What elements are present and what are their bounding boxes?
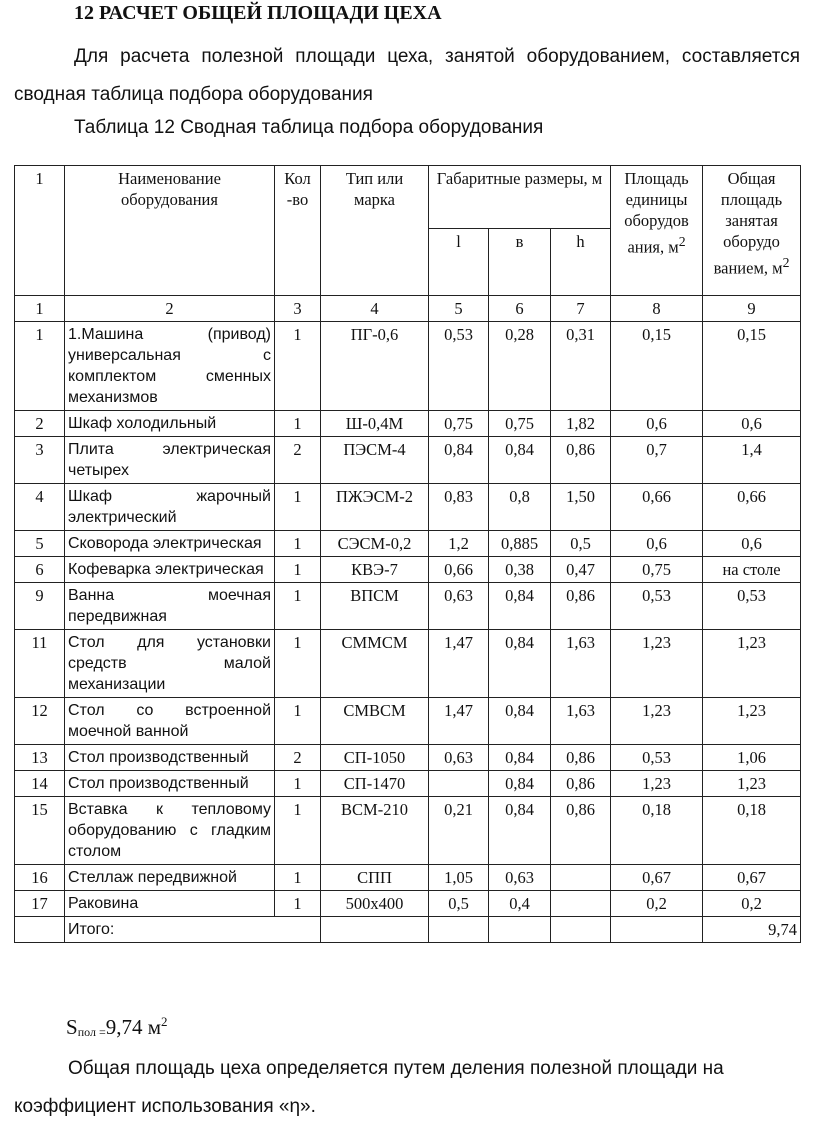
total-area: на столе — [703, 557, 801, 583]
total-area: 0,53 — [703, 583, 801, 630]
header-row — [15, 166, 801, 229]
row-number: 6 — [15, 557, 65, 583]
unit-area: 0,75 — [611, 557, 703, 583]
dim-h: 0,86 — [551, 437, 611, 484]
table-row — [15, 797, 801, 865]
total-empty — [321, 917, 429, 943]
equipment-type: ВПСМ — [321, 583, 429, 630]
dim-h: 1,63 — [551, 698, 611, 745]
total-area: 0,66 — [703, 484, 801, 531]
unit-area: 0,18 — [611, 797, 703, 865]
quantity: 1 — [275, 630, 321, 698]
colnum: 3 — [275, 296, 321, 322]
dim-l: 0,63 — [429, 583, 489, 630]
dim-l: 0,66 — [429, 557, 489, 583]
row-number: 1 — [15, 322, 65, 411]
quantity: 1 — [275, 322, 321, 411]
dim-h — [551, 891, 611, 917]
total-area: 1,23 — [703, 698, 801, 745]
row-number: 14 — [15, 771, 65, 797]
table-row — [15, 322, 801, 411]
total-empty — [489, 917, 551, 943]
row-number: 13 — [15, 745, 65, 771]
equipment-name: Раковина — [65, 891, 275, 917]
equipment-name: Стол со встроенной моечной ванной — [65, 698, 275, 745]
equipment-name: Кофеварка электрическая — [65, 557, 275, 583]
header-total-area: Общая площадь занятая оборудо ванием, $м^2$ — [703, 166, 801, 296]
unit-area: 0,7 — [611, 437, 703, 484]
total-area: 0,15 — [703, 322, 801, 411]
dim-b: 0,38 — [489, 557, 551, 583]
colnum: 5 — [429, 296, 489, 322]
equipment-name: Шкаф жарочный электрический — [65, 484, 275, 531]
colnum: 6 — [489, 296, 551, 322]
dim-b: 0,8 — [489, 484, 551, 531]
dim-l: 0,21 — [429, 797, 489, 865]
row-number: 9 — [15, 583, 65, 630]
row-number: 16 — [15, 865, 65, 891]
equipment-type: СМВСМ — [321, 698, 429, 745]
dim-b: 0,84 — [489, 583, 551, 630]
dim-l: 1,47 — [429, 630, 489, 698]
unit-area: 0,53 — [611, 583, 703, 630]
equipment-type: СПП — [321, 865, 429, 891]
row-number: 11 — [15, 630, 65, 698]
equipment-name: Ванна моечная передвижная — [65, 583, 275, 630]
dim-h: 1,63 — [551, 630, 611, 698]
quantity: 1 — [275, 797, 321, 865]
quantity: 1 — [275, 583, 321, 630]
dim-h: 1,50 — [551, 484, 611, 531]
table-row — [15, 557, 801, 583]
equipment-type: ПГ-0,6 — [321, 322, 429, 411]
total-area: 0,6 — [703, 531, 801, 557]
unit-area: 1,23 — [611, 771, 703, 797]
quantity: 1 — [275, 484, 321, 531]
equipment-type: Ш-0,4М — [321, 411, 429, 437]
equipment-name: Стол производственный — [65, 745, 275, 771]
quantity: 1 — [275, 557, 321, 583]
unit-area: 0,15 — [611, 322, 703, 411]
unit-area: 0,66 — [611, 484, 703, 531]
total-area: 1,23 — [703, 771, 801, 797]
quantity: 1 — [275, 698, 321, 745]
colnum: 4 — [321, 296, 429, 322]
equipment-name: Плита электрическая четырех — [65, 437, 275, 484]
table-row — [15, 630, 801, 698]
total-area: 1,06 — [703, 745, 801, 771]
quantity: 1 — [275, 531, 321, 557]
equipment-table — [14, 165, 801, 943]
dim-b: 0,28 — [489, 322, 551, 411]
equipment-type: СП-1050 — [321, 745, 429, 771]
header-dims: Габаритные размеры, м — [429, 166, 611, 229]
equipment-type: ПЭСМ-4 — [321, 437, 429, 484]
dim-l: 0,53 — [429, 322, 489, 411]
total-row — [15, 917, 801, 943]
table-row — [15, 865, 801, 891]
column-number-row — [15, 296, 801, 322]
table-caption: Таблица 12 Сводная таблица подбора оборудования — [74, 117, 544, 138]
row-number: 3 — [15, 437, 65, 484]
unit-area: 0,53 — [611, 745, 703, 771]
table-row — [15, 698, 801, 745]
equipment-type: СП-1470 — [321, 771, 429, 797]
row-number: 17 — [15, 891, 65, 917]
dim-l: 0,84 — [429, 437, 489, 484]
unit-area: 0,6 — [611, 531, 703, 557]
total-empty — [15, 917, 65, 943]
table-row — [15, 771, 801, 797]
header-unit-area: Площадь единицы оборудов ания, $м^2$ — [611, 166, 703, 296]
closing-paragraph: Общая площадь цеха определяется путем деления полезной площади на коэффициент использования «η». — [14, 1058, 724, 1117]
table-row — [15, 531, 801, 557]
dim-l: 1,47 — [429, 698, 489, 745]
dim-h: 0,86 — [551, 771, 611, 797]
unit-area: 1,23 — [611, 698, 703, 745]
dim-b: 0,84 — [489, 630, 551, 698]
total-area: 0,2 — [703, 891, 801, 917]
dim-l: 0,75 — [429, 411, 489, 437]
dim-h: 0,31 — [551, 322, 611, 411]
total-label: Итого: — [65, 917, 321, 943]
quantity: 1 — [275, 891, 321, 917]
colnum: 7 — [551, 296, 611, 322]
quantity: 2 — [275, 745, 321, 771]
table-row — [15, 437, 801, 484]
row-number: 12 — [15, 698, 65, 745]
section-heading: 12 РАСЧЕТ ОБЩЕЙ ПЛОЩАДИ ЦЕХА — [74, 2, 442, 24]
dim-h — [551, 865, 611, 891]
dim-b: 0,84 — [489, 698, 551, 745]
dim-b: 0,84 — [489, 437, 551, 484]
table-row — [15, 411, 801, 437]
colnum: 1 — [15, 296, 65, 322]
equipment-type: СЭСМ-0,2 — [321, 531, 429, 557]
colnum: 8 — [611, 296, 703, 322]
dim-h: 0,86 — [551, 745, 611, 771]
dim-l: 0,63 — [429, 745, 489, 771]
quantity: 1 — [275, 411, 321, 437]
table-row — [15, 891, 801, 917]
dim-l — [429, 771, 489, 797]
dim-b: 0,63 — [489, 865, 551, 891]
total-area: 0,67 — [703, 865, 801, 891]
equipment-type: КВЭ-7 — [321, 557, 429, 583]
dim-l: 1,2 — [429, 531, 489, 557]
total-empty — [429, 917, 489, 943]
dim-b: 0,4 — [489, 891, 551, 917]
equipment-name: Сковорода электрическая — [65, 531, 275, 557]
total-area: 0,6 — [703, 411, 801, 437]
equipment-name: 1.Машина (привод) универсальная с комплектом сменных механизмов — [65, 322, 275, 411]
total-area: 1,4 — [703, 437, 801, 484]
equipment-type: 500х400 — [321, 891, 429, 917]
total-empty — [551, 917, 611, 943]
unit-area: 0,67 — [611, 865, 703, 891]
table-row — [15, 583, 801, 630]
unit-area: 1,23 — [611, 630, 703, 698]
table-row — [15, 484, 801, 531]
dim-h: 0,86 — [551, 583, 611, 630]
total-area: 0,18 — [703, 797, 801, 865]
row-number: 4 — [15, 484, 65, 531]
dim-l: 1,05 — [429, 865, 489, 891]
row-number: 5 — [15, 531, 65, 557]
header-dim-l: l — [429, 229, 489, 296]
row-number: 2 — [15, 411, 65, 437]
dim-h: 0,5 — [551, 531, 611, 557]
total-value: 9,74 — [703, 917, 801, 943]
dim-l: 0,5 — [429, 891, 489, 917]
table-row — [15, 745, 801, 771]
equipment-type: ВСМ-210 — [321, 797, 429, 865]
header-name: Наименование оборудования — [65, 166, 275, 296]
total-empty — [611, 917, 703, 943]
header-dim-b: в — [489, 229, 551, 296]
header-type: Тип или марка — [321, 166, 429, 296]
unit-area: 0,2 — [611, 891, 703, 917]
header-dim-h: h — [551, 229, 611, 296]
quantity: 2 — [275, 437, 321, 484]
equipment-name: Стол производственный — [65, 771, 275, 797]
equipment-name: Шкаф холодильный — [65, 411, 275, 437]
row-number: 15 — [15, 797, 65, 865]
dim-h: 0,86 — [551, 797, 611, 865]
colnum: 9 — [703, 296, 801, 322]
unit-area: 0,6 — [611, 411, 703, 437]
dim-b: 0,84 — [489, 771, 551, 797]
quantity: 1 — [275, 771, 321, 797]
colnum: 2 — [65, 296, 275, 322]
area-formula: Sпол =9,74 $м^2$ — [66, 1014, 168, 1039]
dim-b: 0,84 — [489, 797, 551, 865]
dim-l: 0,83 — [429, 484, 489, 531]
equipment-name: Стеллаж передвижной — [65, 865, 275, 891]
dim-b: 0,75 — [489, 411, 551, 437]
equipment-type: СММСМ — [321, 630, 429, 698]
dim-b: 0,885 — [489, 531, 551, 557]
dim-b: 0,84 — [489, 745, 551, 771]
header-num: 1 — [15, 166, 65, 296]
equipment-type: ПЖЭСМ-2 — [321, 484, 429, 531]
equipment-name: Вставка к тепловому оборудованию с гладким столом — [65, 797, 275, 865]
dim-h: 1,82 — [551, 411, 611, 437]
equipment-name: Стол для установки средств малой механизации — [65, 630, 275, 698]
header-qty: Кол -во — [275, 166, 321, 296]
dim-h: 0,47 — [551, 557, 611, 583]
total-area: 1,23 — [703, 630, 801, 698]
intro-paragraph: Для расчета полезной площади цеха, занятой оборудованием, составляется сводная таблица подбора оборудования — [14, 46, 800, 105]
quantity: 1 — [275, 865, 321, 891]
